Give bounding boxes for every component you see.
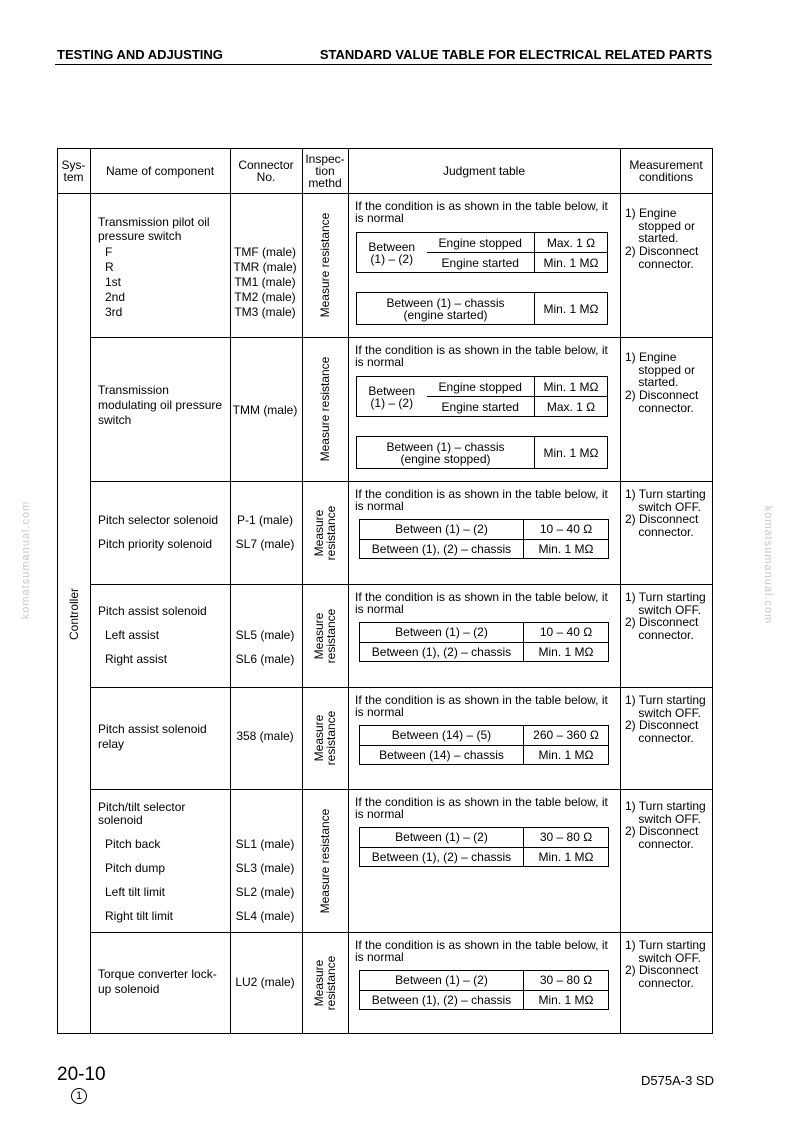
row-divider <box>90 584 712 585</box>
judgment-condition: Between (14) – chassis <box>360 745 524 765</box>
judgment-table <box>359 622 609 662</box>
page-number: 20-10 <box>57 1064 106 1085</box>
component-name-line: Left assist <box>105 628 160 642</box>
component-name-line: Pitch priority solenoid <box>98 537 213 551</box>
component-name-line: Torque converter lock- <box>98 967 217 981</box>
connector-number-line: SL2 (male) <box>235 885 295 899</box>
connector-number-line: TM1 (male) <box>234 275 296 289</box>
measurement-condition-item: 1) Turn starting switch OFF. <box>625 590 706 617</box>
judgment-value: 260 – 360 Ω <box>524 726 609 746</box>
row-divider <box>90 481 712 482</box>
component-name-line: Transmission <box>98 383 169 397</box>
connector-number-line: SL3 (male) <box>235 861 295 875</box>
judgment-value: Min. 1 MΩ <box>524 539 609 559</box>
column-header-system: Sys- tem <box>61 157 86 184</box>
connector-number-line: TM3 (male) <box>234 305 296 319</box>
standard-value-table <box>57 148 712 1034</box>
column-header-inspection: Inspec- tion methd <box>305 151 345 190</box>
component-name-line: relay <box>98 737 125 751</box>
component-name-line: solenoid <box>98 813 143 827</box>
inspection-method: Measure resistance <box>312 505 338 560</box>
judgment-condition: Between (1) – (2) <box>360 971 524 991</box>
component-name-line: pressure switch <box>98 229 182 243</box>
judgment-table <box>356 376 608 417</box>
inspection-method: Measure resistance <box>318 356 332 462</box>
header-page-title: STANDARD VALUE TABLE FOR ELECTRICAL RELATED PARTS <box>319 47 712 62</box>
inspection-method-cell <box>302 789 348 932</box>
component-name-line: Pitch assist solenoid <box>98 722 207 736</box>
judgment-chassis-value: Min. 1 MΩ <box>535 293 608 325</box>
judgment-chassis-table <box>356 436 608 469</box>
component-name-line: R <box>105 260 114 274</box>
component-name-line: modulating oil pressure <box>98 398 223 412</box>
judgment-condition: Between (14) – (5) <box>360 726 524 746</box>
inspection-method: Measure resistance <box>318 212 332 318</box>
connector-number-line: SL1 (male) <box>235 837 295 851</box>
judgment-intro: If the condition is as shown in the table below, it is normal <box>355 590 608 616</box>
component-row <box>90 193 712 337</box>
judgment-chassis-table <box>356 292 608 325</box>
revision-mark: 1 <box>71 1088 87 1104</box>
judgment-intro: If the condition is as shown in the table below, it is normal <box>355 199 608 225</box>
column-header-judgment: Judgment table <box>442 163 526 178</box>
component-name-line: up solenoid <box>98 982 160 996</box>
judgment-value: 10 – 40 Ω <box>524 520 609 540</box>
system-label: Controller <box>66 587 81 640</box>
model-code: D575A-3 SD <box>641 1073 714 1088</box>
judgment-condition: Engine started <box>427 397 535 417</box>
connector-number-line: SL4 (male) <box>235 909 295 923</box>
inspection-method: Measure resistance <box>318 808 332 913</box>
component-name-line: F <box>105 245 113 259</box>
judgment-condition: Between (1), (2) – chassis <box>360 990 524 1010</box>
measurement-condition-item: 2) Disconnect connector. <box>625 963 699 990</box>
inspection-method: Measure resistance <box>312 710 338 766</box>
component-row <box>90 932 712 1034</box>
judgment-condition: Engine stopped <box>427 377 535 397</box>
judgment-value: Min. 1 MΩ <box>535 253 608 273</box>
watermark-right: komatsumanual.com <box>762 505 774 625</box>
judgment-condition: Between (1) – (2) <box>360 520 524 540</box>
watermark-left: komatsumanual.com <box>20 500 32 620</box>
component-name-line: Pitch dump <box>105 861 166 875</box>
column-header-component: Name of component <box>105 163 215 178</box>
inspection-method: Measure resistance <box>312 608 338 663</box>
row-divider <box>90 932 712 933</box>
measurement-condition-item: 2) Disconnect connector. <box>625 718 699 745</box>
connector-number-line: SL7 (male) <box>235 537 295 551</box>
measurement-condition-item: 1) Turn starting switch OFF. <box>625 693 706 720</box>
row-divider <box>90 337 712 338</box>
component-name-line: Right tilt limit <box>105 909 174 923</box>
measurement-condition-item: 1) Turn starting switch OFF. <box>625 487 706 514</box>
component-name-line: switch <box>98 413 132 427</box>
measurement-condition-item: 2) Disconnect connector. <box>625 244 699 271</box>
judgment-value: Min. 1 MΩ <box>524 745 609 765</box>
judgment-condition: Between (1) – (2) <box>360 623 524 643</box>
judgment-table <box>359 970 609 1010</box>
judgment-value: Min. 1 MΩ <box>524 642 609 662</box>
judgment-condition: Between (1), (2) – chassis <box>360 642 524 662</box>
judgment-value: Min. 1 MΩ <box>524 990 609 1010</box>
table-border-right <box>712 148 713 1034</box>
inspection-method-cell <box>302 481 348 584</box>
judgment-value: Max. 1 Ω <box>535 233 608 253</box>
judgment-table <box>359 519 609 559</box>
component-name-line: Pitch selector solenoid <box>98 513 219 527</box>
measurement-condition-item: 2) Disconnect connector. <box>625 615 699 642</box>
connector-number-line: SL6 (male) <box>235 652 295 666</box>
judgment-table <box>356 232 608 273</box>
row-divider <box>90 789 712 790</box>
component-name-line: Right assist <box>105 652 168 666</box>
measurement-condition-item: 2) Disconnect connector. <box>625 824 699 851</box>
system-cell <box>57 193 90 1034</box>
component-row <box>90 481 712 584</box>
component-name-line: 2nd <box>105 290 126 304</box>
measurement-condition-item: 2) Disconnect connector. <box>625 388 699 415</box>
judgment-value: Max. 1 Ω <box>535 397 608 417</box>
header-rule <box>55 64 712 65</box>
judgment-value: Min. 1 MΩ <box>535 377 608 397</box>
judgment-chassis-label: Between (1) – chassis (engine started) <box>357 293 535 325</box>
component-name-line: 1st <box>105 275 122 289</box>
connector-number-line: TMF (male) <box>234 245 296 259</box>
component-row <box>90 789 712 932</box>
judgment-value: Min. 1 MΩ <box>524 847 609 867</box>
inspection-method-cell <box>302 932 348 1034</box>
judgment-intro: If the condition is as shown in the table below, it is normal <box>355 343 608 369</box>
connector-number-line: TMR (male) <box>233 260 297 274</box>
column-header-measurement: Measurement conditions <box>629 157 703 184</box>
row-divider <box>90 687 712 688</box>
judgment-value: 30 – 80 Ω <box>524 971 609 991</box>
judgment-condition: Between (1), (2) – chassis <box>360 847 524 867</box>
measurement-condition-item: 1) Turn starting switch OFF. <box>625 938 706 965</box>
component-row <box>90 584 712 687</box>
component-row <box>90 687 712 789</box>
component-row <box>90 337 712 481</box>
judgment-value: 30 – 80 Ω <box>524 828 609 848</box>
inspection-method: Measure resistance <box>312 955 338 1011</box>
judgment-chassis-label: Between (1) – chassis (engine stopped) <box>357 437 535 469</box>
connector-number-line: LU2 (male) <box>235 975 295 989</box>
component-name-line: Left tilt limit <box>105 885 166 899</box>
judgment-condition: Between (1) – (2) <box>360 828 524 848</box>
judgment-intro: If the condition is as shown in the table below, it is normal <box>355 795 608 821</box>
component-name-line: Transmission pilot oil <box>98 215 210 229</box>
measurement-condition-item: 1) Turn starting switch OFF. <box>625 799 706 826</box>
connector-number-line: P-1 (male) <box>236 513 293 527</box>
judgment-intro: If the condition is as shown in the table below, it is normal <box>355 938 608 964</box>
measurement-condition-item: 1) Engine stopped or started. <box>625 206 696 245</box>
judgment-condition: Between (1), (2) – chassis <box>360 539 524 559</box>
judgment-condition: Engine started <box>427 253 535 273</box>
judgment-group-label: Between (1) – (2) <box>357 377 427 417</box>
judgment-group-label: Between (1) – (2) <box>357 233 427 273</box>
judgment-table <box>359 725 609 765</box>
judgment-intro: If the condition is as shown in the table below, it is normal <box>355 693 608 719</box>
component-name-line: Pitch back <box>105 837 161 851</box>
connector-number-line: 358 (male) <box>236 729 294 743</box>
judgment-table <box>359 827 609 867</box>
judgment-chassis-value: Min. 1 MΩ <box>535 437 608 469</box>
column-header-connector: Connector No. <box>238 157 294 184</box>
inspection-method-cell <box>302 584 348 687</box>
judgment-intro: If the condition is as shown in the table below, it is normal <box>355 487 608 513</box>
measurement-condition-item: 1) Engine stopped or started. <box>625 350 696 389</box>
component-name-line: Pitch assist solenoid <box>98 604 207 618</box>
inspection-method-cell <box>302 193 348 337</box>
connector-number-line: TM2 (male) <box>234 290 296 304</box>
component-name-line: Pitch/tilt selector <box>98 800 186 814</box>
measurement-condition-item: 2) Disconnect connector. <box>625 512 699 539</box>
judgment-condition: Engine stopped <box>427 233 535 253</box>
connector-number-line: TMM (male) <box>232 403 298 417</box>
judgment-value: 10 – 40 Ω <box>524 623 609 643</box>
component-name-line: 3rd <box>105 305 123 319</box>
connector-number-line: SL5 (male) <box>235 628 295 642</box>
inspection-method-cell <box>302 687 348 789</box>
inspection-method-cell <box>302 337 348 481</box>
header-section-title: TESTING AND ADJUSTING <box>57 47 223 62</box>
